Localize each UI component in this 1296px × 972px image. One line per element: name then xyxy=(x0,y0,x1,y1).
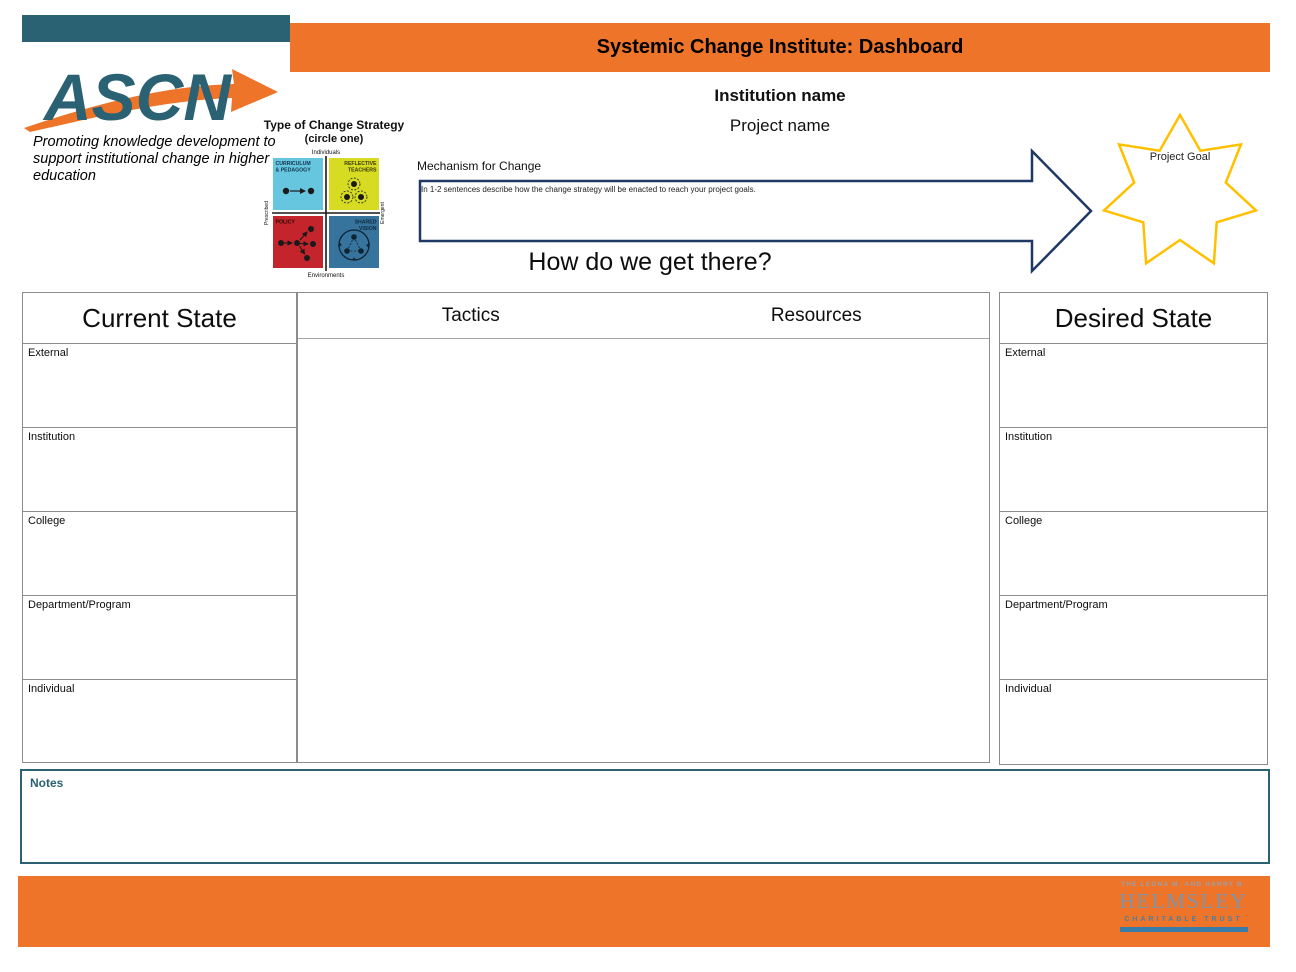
project-name[interactable]: Project name xyxy=(729,116,831,135)
mechanism-input-hint[interactable]: In 1-2 sentences describe how the change strategy will be enacted to reach your project goals. xyxy=(421,185,756,194)
label-teachers: TEACHERS xyxy=(347,167,377,174)
current-state-header: Current State xyxy=(23,293,296,344)
current-state-row-institution[interactable]: Institution xyxy=(23,428,296,512)
current-state-row-individual[interactable]: Individual xyxy=(28,683,75,695)
ascn-logo-text: ASCN xyxy=(44,60,232,134)
axis-label-individuals: Individuals xyxy=(311,150,341,156)
ascn-tagline: Promoting knowledge development to support institutional change in higher education xyxy=(33,134,276,185)
desired-state-row-college[interactable]: College xyxy=(1000,512,1267,596)
helmsley-underline-bar xyxy=(1120,927,1248,932)
teal-accent-bar xyxy=(22,15,290,42)
label-vision: VISION xyxy=(358,226,377,232)
label-curriculum: CURRICULUM xyxy=(275,161,311,167)
tactics-header: Tactics xyxy=(441,304,500,326)
page-title: Systemic Change Institute: Dashboard xyxy=(596,36,964,58)
axis-label-environments: Environments xyxy=(307,273,345,279)
tactics-resources-body[interactable] xyxy=(298,339,989,762)
desired-state-table xyxy=(999,292,1268,765)
axis-label-prescribed: Prescribed xyxy=(264,201,270,225)
project-goal-star[interactable] xyxy=(1095,108,1265,278)
helmsley-wordmark: HELMSLEY xyxy=(1119,889,1248,913)
change-strategy-quadrant-diagram xyxy=(264,147,388,279)
strategy-subtitle: (circle one) xyxy=(304,132,364,145)
current-state-row-college[interactable]: College xyxy=(23,512,296,596)
current-state-row-department-program[interactable]: Department/Program xyxy=(23,596,296,680)
desired-state-row-individual[interactable]: Individual xyxy=(1005,683,1052,695)
helmsley-logo xyxy=(1106,881,1261,932)
label-policy: POLICY xyxy=(275,219,295,226)
header-bar xyxy=(290,23,1270,72)
how-question: How do we get there? xyxy=(528,248,772,276)
desired-state-row-department-program[interactable]: Department/Program xyxy=(1000,596,1267,680)
tactics-resources-header xyxy=(298,293,989,339)
notes-box[interactable] xyxy=(20,769,1270,864)
axis-label-emergent: Emergent xyxy=(380,202,386,224)
helmsley-line1: THE LEONA M. AND HARRY B. xyxy=(1121,881,1246,888)
current-state-table xyxy=(22,292,297,763)
mechanism-label: Mechanism for Change xyxy=(417,159,542,173)
label-reflective: REFLECTIVE xyxy=(344,161,377,167)
label-pedagogy: & PEDAGOGY xyxy=(275,167,311,174)
label-shared: SHARED xyxy=(354,219,377,226)
star-outline xyxy=(1104,115,1256,263)
project-goal-label: Project Goal xyxy=(1149,151,1211,163)
desired-state-header: Desired State xyxy=(1000,293,1267,344)
ascn-logo xyxy=(20,50,282,138)
institution-name[interactable]: Institution name xyxy=(714,86,846,105)
strategy-title-text: Type of Change Strategy xyxy=(263,118,405,132)
current-state-row-external[interactable]: External xyxy=(23,344,296,428)
helmsley-line3: CHARITABLE TRUST xyxy=(1124,916,1243,923)
footer-bar xyxy=(18,876,1270,947)
desired-state-row-external[interactable]: External xyxy=(1000,344,1267,428)
desired-state-row-institution[interactable]: Institution xyxy=(1000,428,1267,512)
notes-label: Notes xyxy=(30,776,64,790)
resources-header: Resources xyxy=(770,304,862,326)
tactics-resources-table xyxy=(297,292,990,763)
